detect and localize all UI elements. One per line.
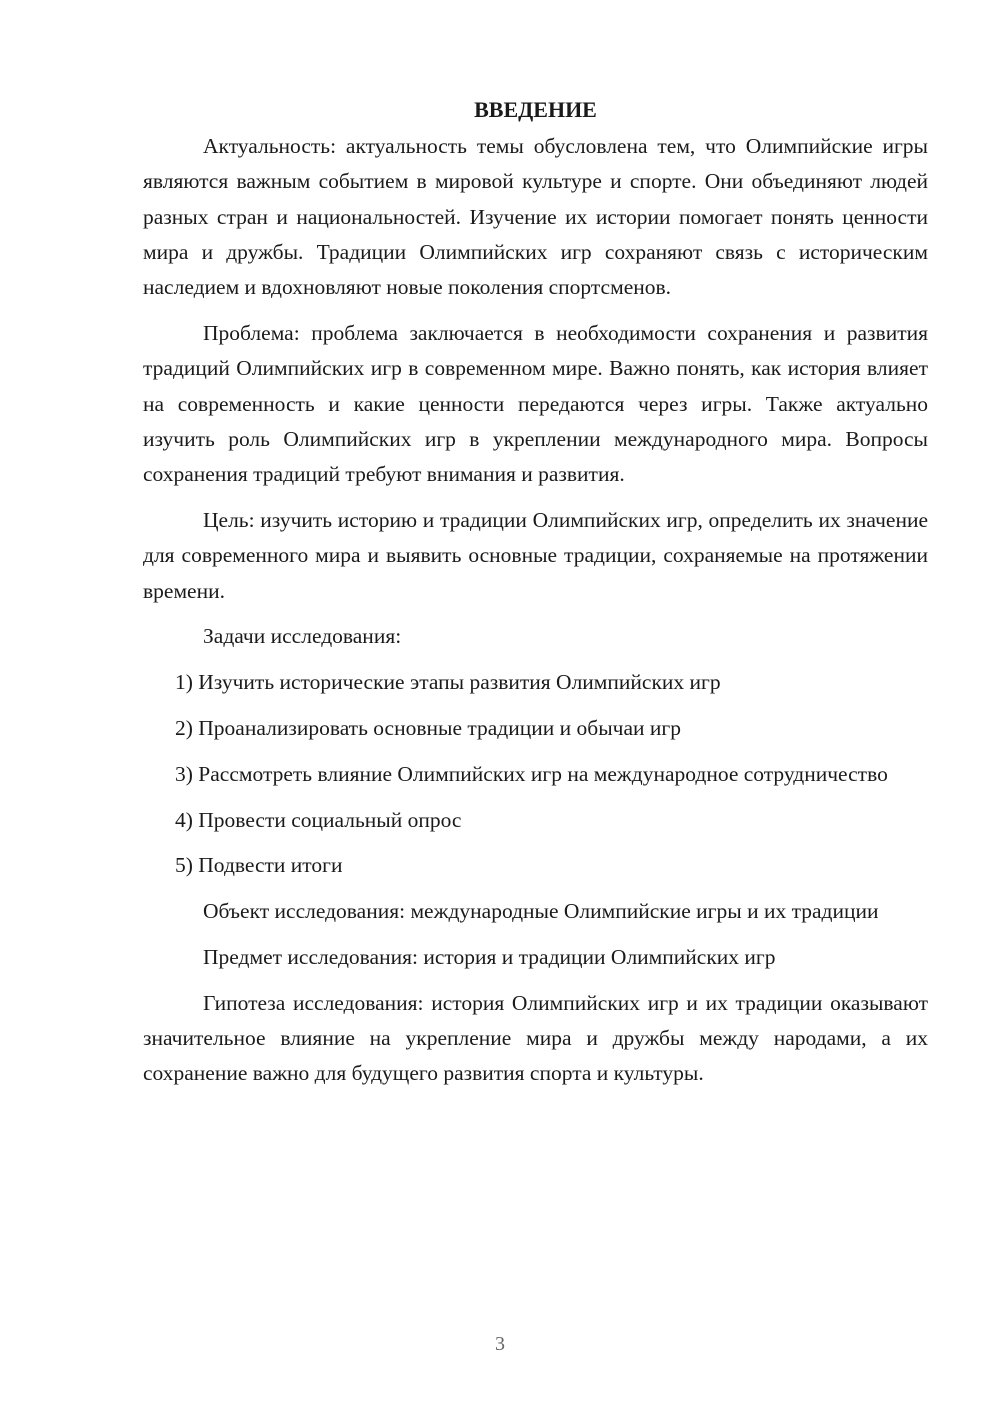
task-item-4: 4) Провести социальный опрос (175, 807, 462, 832)
paragraph-goal: Цель: изучить историю и традиции Олимпийских игр, определить их значение для современного мира и выявить основные традиции, сохраняемые на протяжении времени. (143, 507, 928, 603)
page-number: 3 (495, 1333, 505, 1355)
paragraph-problem: Проблема: проблема заключается в необходимости сохранения и развития традиций Олимпийских игр в современном мире. Важно понять, как история влияет на современность и какие ценности передаются через игры. Также актуально изучить роль Олимпийских игр в укреплении международного мира. Вопросы сохранения традиций требуют внимания и развития. (143, 320, 928, 487)
document-page (143, 92, 928, 1102)
task-item-1: 1) Изучить исторические этапы развития Олимпийских игр (175, 670, 721, 695)
task-item-2: 2) Проанализировать основные традиции и обычаи игр (175, 715, 681, 740)
task-item-3: 3) Рассмотреть влияние Олимпийских игр на международное сотрудничество (175, 761, 888, 786)
paragraph-relevance: Актуальность: актуальность темы обусловлена тем, что Олимпийские игры являются важным событием в мировой культуре и спорте. Они объединяют людей разных стран и национальностей. Изучение их истории помогает понять ценности мира и дружбы. Традиции Олимпийских игр сохраняют связь с историческим наследием и вдохновляют новые поколения спортсменов. (143, 134, 928, 300)
paragraph-object: Объект исследования: международные Олимпийские игры и их традиции (203, 899, 879, 924)
task-item-5: 5) Подвести итоги (175, 853, 343, 878)
paragraph-hypothesis: Гипотеза исследования: история Олимпийских игр и их традиции оказывают значительное влияние на укрепление мира и дружбы между народами, а их сохранение важно для будущего развития спорта и культуры. (143, 990, 928, 1086)
paragraph-tasks-heading: Задачи исследования: (203, 624, 402, 649)
paragraph-subject: Предмет исследования: история и традиции Олимпийских игр (203, 944, 776, 969)
section-title: ВВЕДЕНИЕ (474, 97, 597, 122)
